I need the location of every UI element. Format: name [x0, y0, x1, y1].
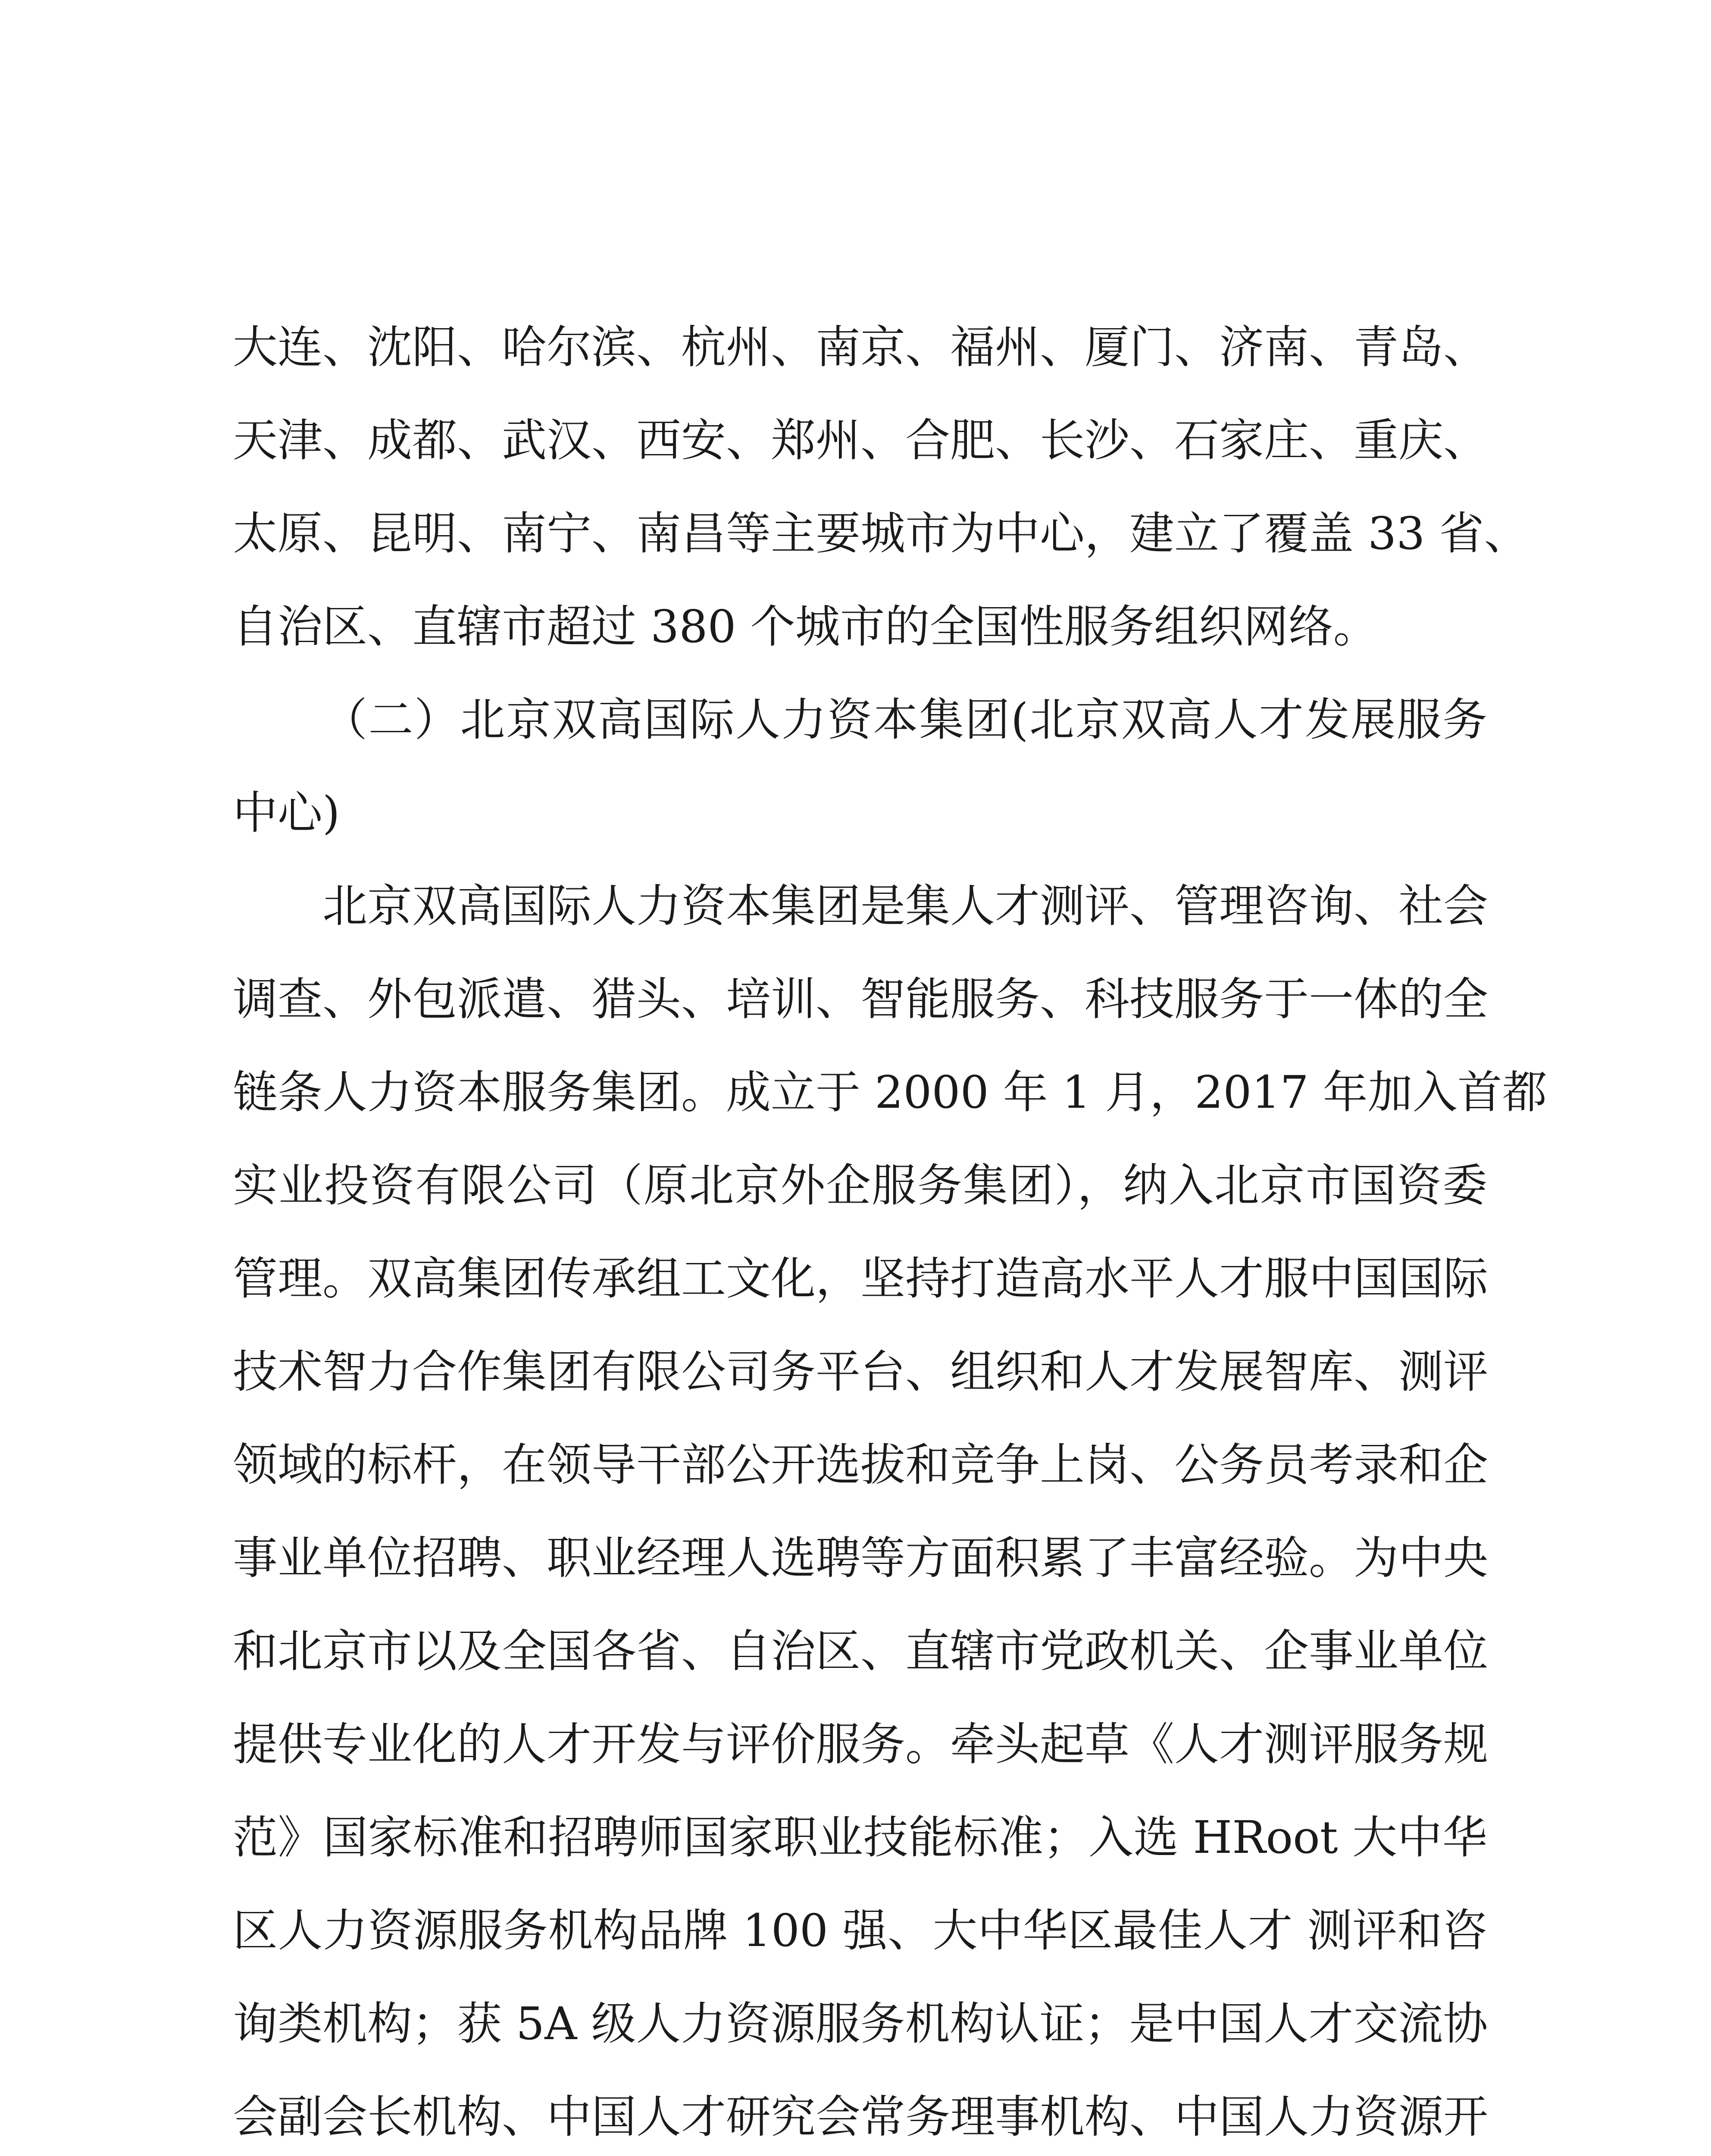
- paragraph-2-line-9: 和北京市以及全国各省、自治区、直辖市党政机关、企事业单位: [233, 1625, 1489, 1677]
- paragraph-2-line-12: 区人力资源服务机构品牌 100 强、大中华区最佳人才 测评和咨: [233, 1904, 1487, 1957]
- section-heading-2-line-2: 中心): [233, 787, 340, 839]
- paragraph-2-line-1: 北京双高国际人力资本集团是集人才测评、管理咨询、社会: [322, 880, 1489, 932]
- paragraph-1-line-3: 太原、昆明、南宁、南昌等主要城市为中心，建立了覆盖 33 省、: [233, 507, 1529, 560]
- paragraph-2-line-4: 实业投资有限公司（原北京外企服务集团），纳入北京市国资委: [233, 1159, 1487, 1212]
- paragraph-2-line-2: 调查、外包派遣、猎头、培训、智能服务、科技服务于一体的全: [233, 973, 1489, 1025]
- section-heading-2-line-1: （二）北京双高国际人力资本集团(北京双高人才发展服务: [322, 693, 1487, 746]
- paragraph-2-line-8: 事业单位招聘、职业经理人选聘等方面积累了丰富经验。为中央: [233, 1532, 1489, 1584]
- paragraph-2-line-14: 会副会长机构、中国人才研究会常务理事机构、中国人力资源开: [233, 2090, 1489, 2143]
- paragraph-1-line-2: 天津、成都、武汉、西安、郑州、合肥、长沙、石家庄、重庆、: [233, 414, 1489, 467]
- paragraph-2-line-3: 链条人力资本服务集团。成立于 2000 年 1 月，2017 年加入首都: [233, 1066, 1547, 1119]
- paragraph-2-line-10: 提供专业化的人才开发与评价服务。牵头起草《人才测评服务规: [233, 1718, 1489, 1771]
- paragraph-1-line-1: 大连、沈阳、哈尔滨、杭州、南京、福州、厦门、济南、青岛、: [233, 321, 1489, 373]
- paragraph-1-line-4: 自治区、直辖市超过 380 个城市的全国性服务组织网络。: [233, 600, 1378, 653]
- paragraph-2-line-11: 范》国家标准和招聘师国家职业技能标准；入选 HRoot 大中华: [233, 1811, 1487, 1864]
- paragraph-2-line-7: 领域的标杆，在领导干部公开选拔和竞争上岗、公务员考录和企: [233, 1438, 1489, 1491]
- paragraph-2-line-13: 询类机构；获 5A 级人力资源服务机构认证；是中国人才交流协: [233, 1997, 1488, 2050]
- paragraph-2-line-6: 技术智力合作集团有限公司务平台、组织和人才发展智库、测评: [233, 1345, 1489, 1398]
- paragraph-2-line-5: 管理。双高集团传承组工文化，坚持打造高水平人才服中国国际: [233, 1252, 1489, 1305]
